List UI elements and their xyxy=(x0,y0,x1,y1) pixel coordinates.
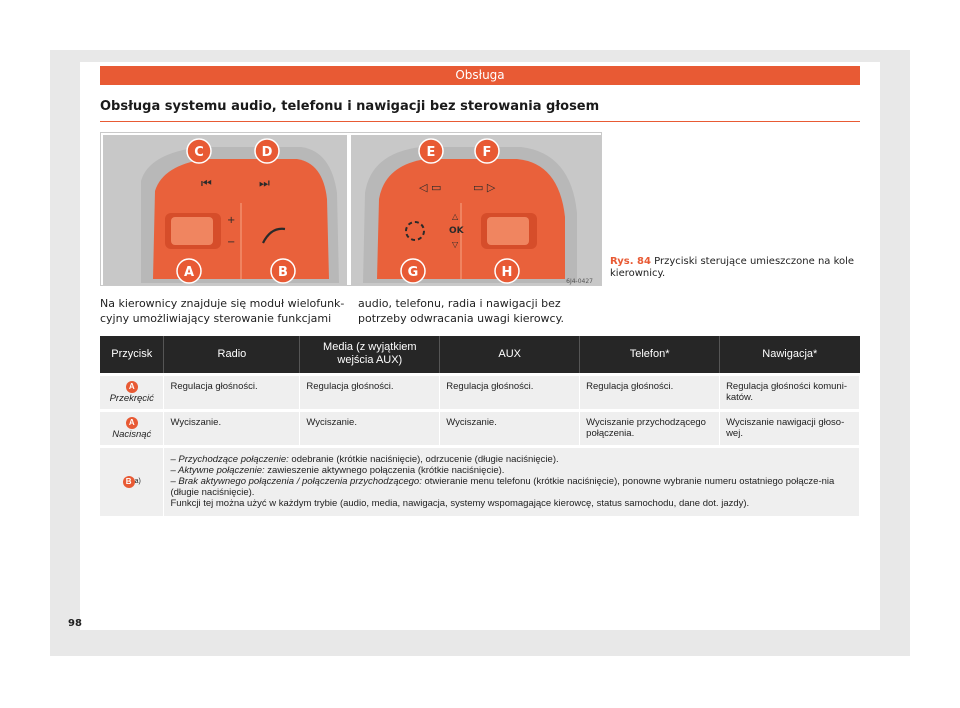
cell-telefon: Wyciszanie przychodzącego połączenia. xyxy=(580,410,720,446)
header-media: Media (z wyjątkiem wejścia AUX) xyxy=(300,336,440,374)
key-cell xyxy=(100,374,164,410)
desc-all-modes: Funkcji tej można użyć w każdym trybie (audio, media, nawigacja, systemy wspomagające kierowcę, status samochodu, dane dot. jazdy). xyxy=(170,497,750,509)
cell-aux: Regulacja głośności. xyxy=(440,374,580,410)
header-nawigacja: Nawigacja* xyxy=(720,336,860,374)
key-cell xyxy=(100,410,164,446)
header-przycisk: Przycisk xyxy=(100,336,164,374)
table-row xyxy=(100,446,860,516)
desc-active-call: zawieszenie aktywnego połączenia (krótkie naciśnięcie). xyxy=(264,464,505,476)
svg-text:▽: ▽ xyxy=(452,240,459,249)
key-badge: A xyxy=(126,417,138,429)
cell-telephone-functions xyxy=(164,446,860,516)
figure-label-a: A xyxy=(183,265,195,280)
key-badge: A xyxy=(126,381,138,393)
key-badge: B xyxy=(123,476,135,488)
page-number: 98 xyxy=(68,618,82,629)
cell-media: Wyciszanie. xyxy=(300,410,440,446)
steering-wheel-figure xyxy=(100,132,602,286)
header-aux: AUX xyxy=(440,336,580,374)
table-row xyxy=(100,410,860,446)
cell-radio: Regulacja głośności. xyxy=(164,374,300,410)
figure-label-g: G xyxy=(407,265,419,280)
desc-incoming-call: odebranie (krótkie naciśnięcie), odrzucenie (długie naciśnięcie). xyxy=(288,453,559,465)
key-action: Nacisnąć xyxy=(112,428,152,440)
desc-no-call: otwieranie menu telefonu (krótkie naciśnięcie), ponowne wybranie numeru ostatniego połącze-nia (długie naciśnięcie). xyxy=(170,475,835,498)
svg-text:⏭: ⏭ xyxy=(259,176,270,190)
cell-telefon: Regulacja głośności. xyxy=(580,374,720,410)
term-incoming-call: – Przychodzące połączenie: xyxy=(170,453,289,465)
cell-nawigacja: Regulacja głośności komuni-katów. xyxy=(720,374,860,410)
caption-text: Przyciski sterujące umieszczone na kole kierownicy. xyxy=(610,256,855,279)
figure-label-e: E xyxy=(426,145,436,160)
term-no-call: – Brak aktywnego połączenia / połączenia przychodzącego: xyxy=(170,475,422,487)
footnote-marker: a) xyxy=(134,477,141,485)
svg-text:△: △ xyxy=(452,212,459,221)
cell-aux: Wyciszanie. xyxy=(440,410,580,446)
caption-label: Rys. 84 xyxy=(610,256,651,267)
figure-label-f: F xyxy=(482,145,492,160)
intro-text-right: audio, telefonu, radia i nawigacji bez potrzeby odwracania uwagi kierowcy. xyxy=(358,297,565,325)
term-active-call: – Aktywne połączenie: xyxy=(170,464,265,476)
figure-label-c: C xyxy=(194,145,204,160)
header-telefon: Telefon* xyxy=(580,336,720,374)
table-row xyxy=(100,374,860,410)
figure-code: 6J4-0427 xyxy=(566,278,593,285)
title-underline xyxy=(100,121,860,122)
figure-label-h: H xyxy=(501,265,513,280)
cell-nawigacja: Wyciszanie nawigacji głoso-wej. xyxy=(720,410,860,446)
svg-text:◁ ▭: ◁ ▭ xyxy=(419,181,442,194)
ok-label: OK xyxy=(449,226,464,236)
svg-text:⏮: ⏮ xyxy=(201,176,212,190)
left-panel-image xyxy=(103,135,347,285)
section-header: Obsługa xyxy=(100,66,860,85)
right-panel-image xyxy=(351,135,601,285)
svg-text:−: − xyxy=(227,237,236,248)
cell-media: Regulacja głośności. xyxy=(300,374,440,410)
cell-radio: Wyciszanie. xyxy=(164,410,300,446)
key-cell xyxy=(100,446,164,516)
figure-label-b: B xyxy=(278,265,288,280)
intro-text-left: Na kierownicy znajduje się moduł wielofunk-cyjny umożliwiający sterowanie funkcjami xyxy=(100,297,345,325)
controls-table xyxy=(100,336,860,516)
svg-text:+: + xyxy=(227,215,236,226)
svg-text:▭ ▷: ▭ ▷ xyxy=(473,181,496,194)
figure-caption xyxy=(610,256,855,280)
header-radio: Radio xyxy=(164,336,300,374)
key-action: Przekręcić xyxy=(109,392,154,404)
table-header-row xyxy=(100,336,860,374)
page-title: Obsługa systemu audio, telefonu i nawigacji bez sterowania głosem xyxy=(100,99,600,114)
figure-label-d: D xyxy=(261,145,273,160)
